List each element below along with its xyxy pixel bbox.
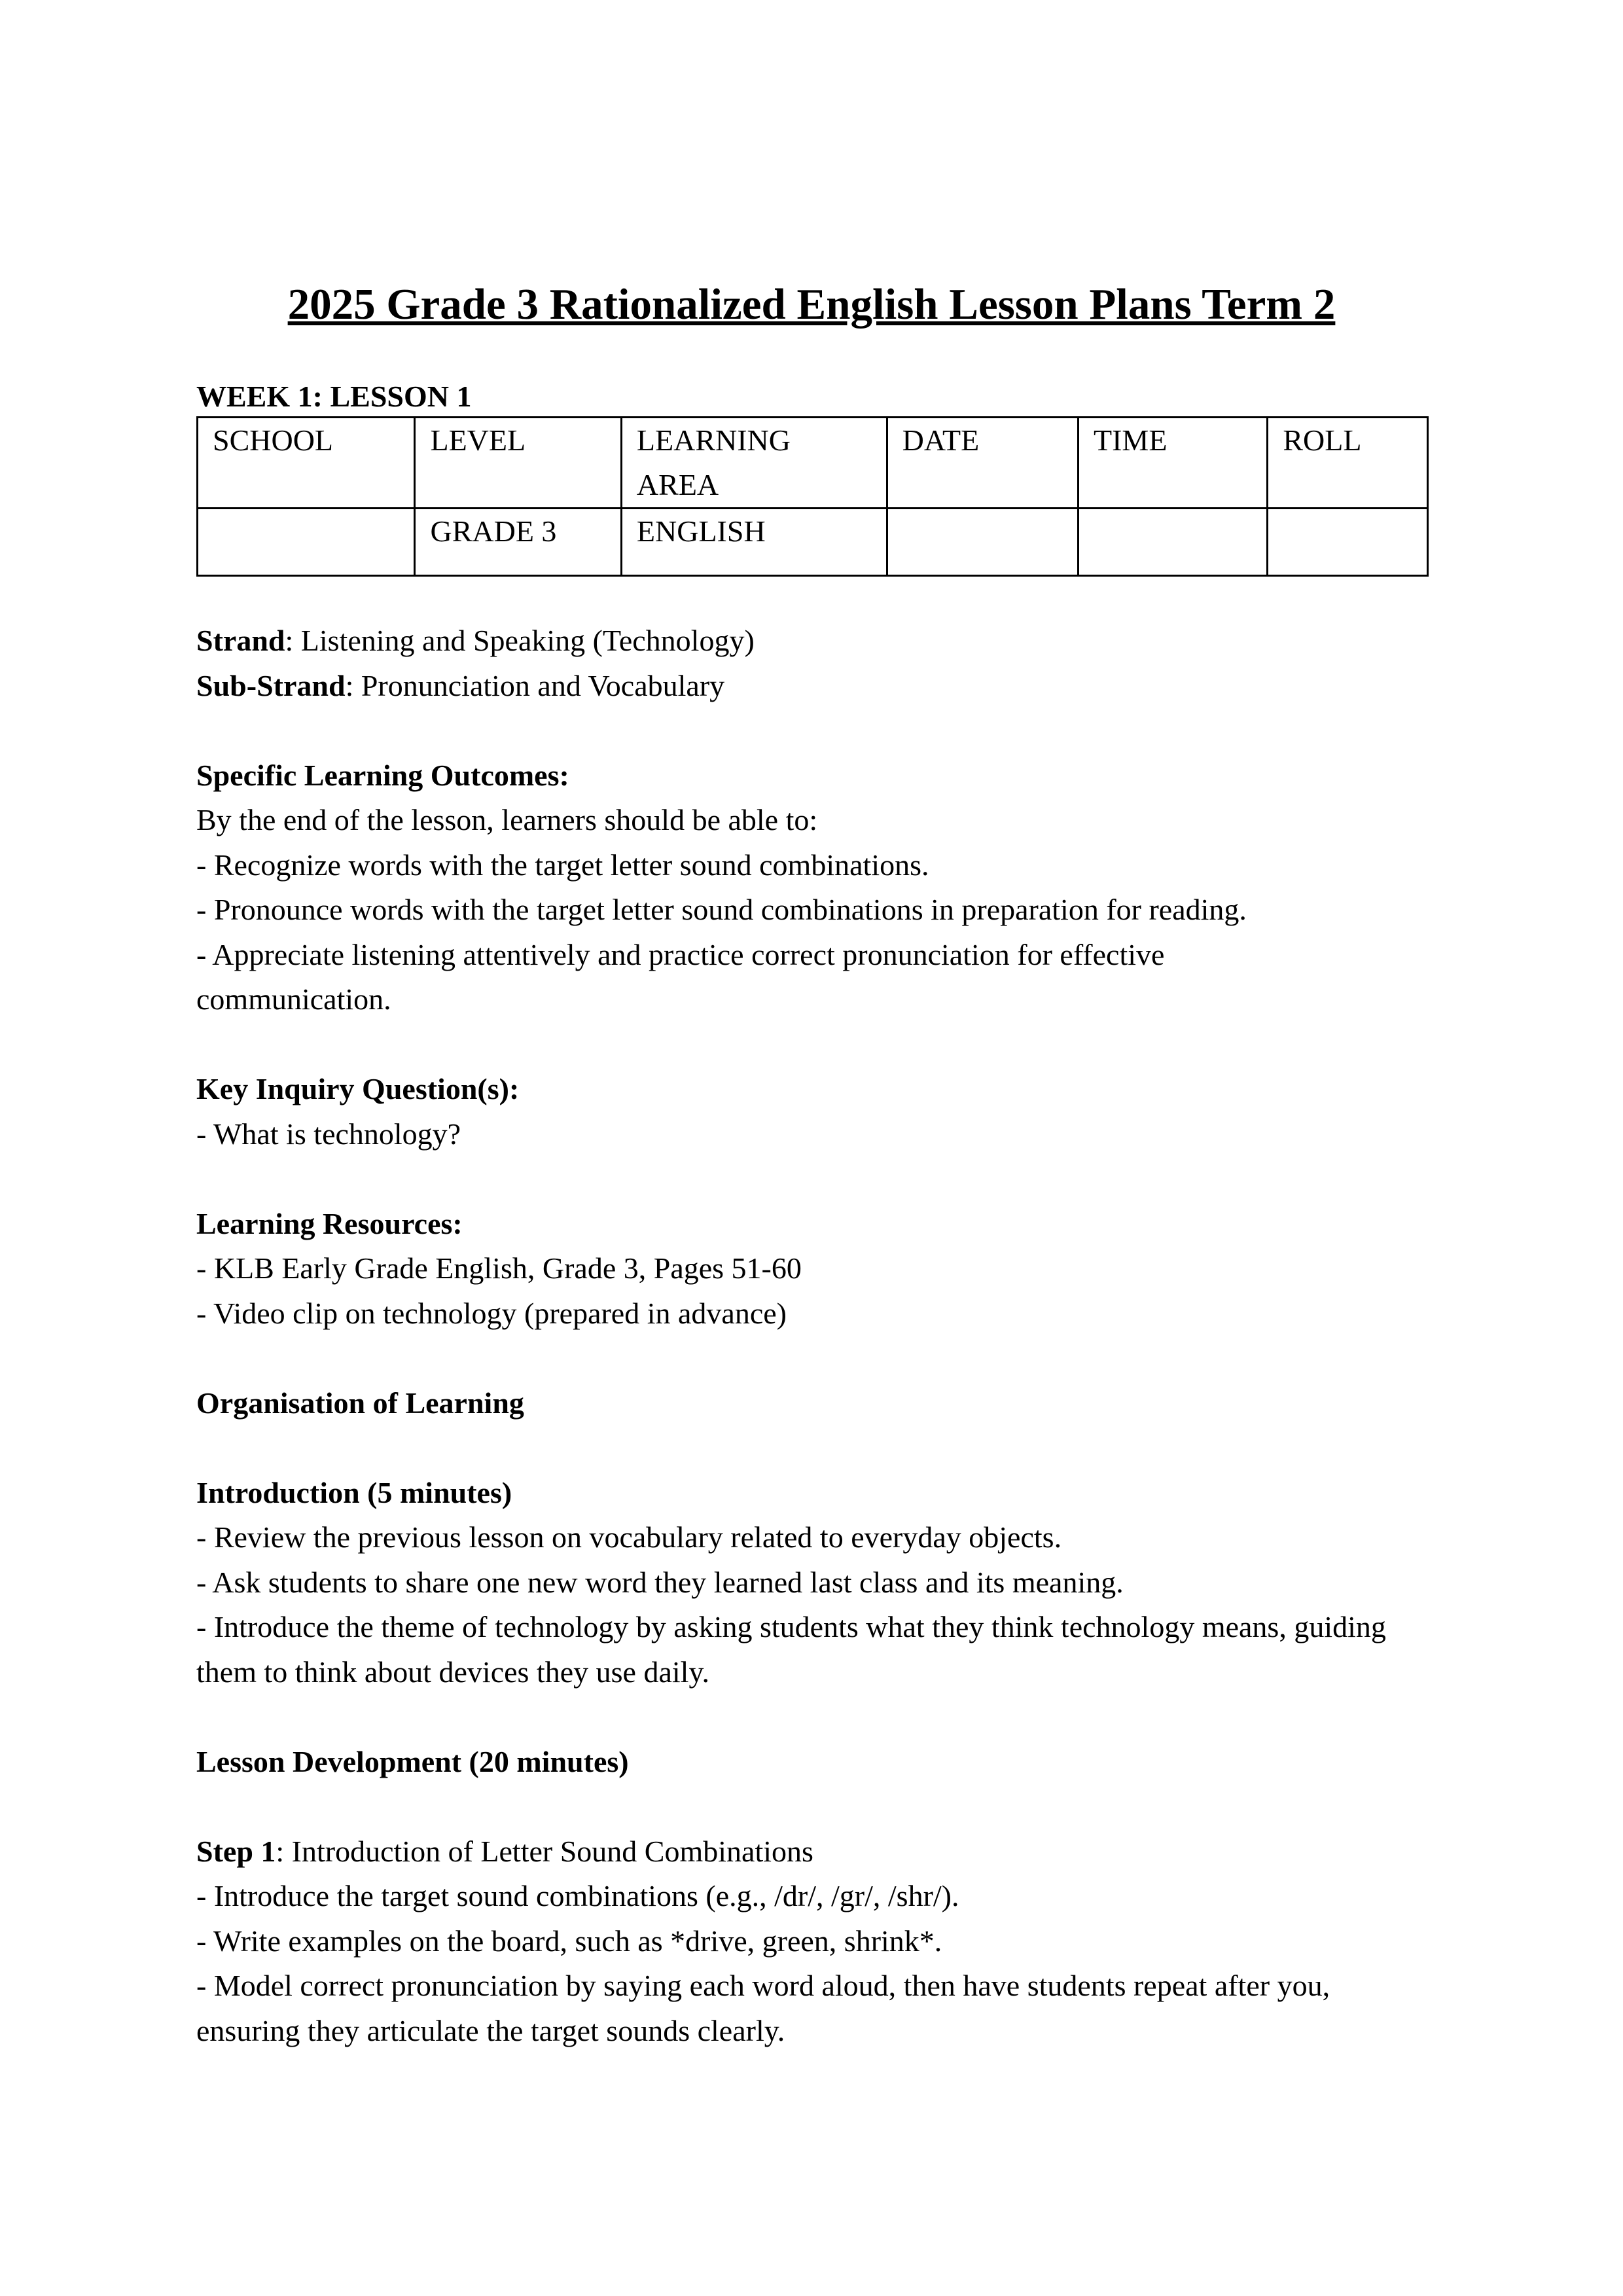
strand-value: : Listening and Speaking (Technology) xyxy=(285,624,755,657)
header-level: LEVEL xyxy=(415,418,621,509)
development-heading: Lesson Development (20 minutes) xyxy=(196,1744,629,1778)
step1-label: Step 1 xyxy=(196,1834,276,1868)
header-time: TIME xyxy=(1079,418,1268,509)
step1-line xyxy=(196,1829,1427,1874)
cell-date xyxy=(887,509,1078,576)
cell-roll xyxy=(1268,509,1428,576)
step1-value: : Introduction of Letter Sound Combinations xyxy=(276,1834,813,1868)
outcomes-intro: By the end of the lesson, learners should be able to: xyxy=(196,803,818,836)
sub-strand-label: Sub-Strand xyxy=(196,668,346,702)
list-item: - Write examples on the board, such as *drive, green, shrink*. xyxy=(196,1924,942,1958)
header-school: SCHOOL xyxy=(198,418,415,509)
outcomes-heading: Specific Learning Outcomes: xyxy=(196,758,569,792)
list-item: - Review the previous lesson on vocabulary related to everyday objects. xyxy=(196,1520,1062,1554)
introduction-heading: Introduction (5 minutes) xyxy=(196,1475,512,1509)
list-item: - Pronounce words with the target letter sound combinations in preparation for reading. xyxy=(196,893,1247,926)
header-learning-area: LEARNING AREA xyxy=(621,418,887,509)
organisation-heading: Organisation of Learning xyxy=(196,1386,524,1420)
inquiry-heading: Key Inquiry Question(s): xyxy=(196,1072,520,1105)
list-item: - Introduce the target sound combinations (e.g., /dr/, /gr/, /shr/). xyxy=(196,1879,959,1912)
cell-time xyxy=(1079,509,1268,576)
content-body xyxy=(196,619,1427,2053)
header-roll: ROLL xyxy=(1268,418,1428,509)
strand-label: Strand xyxy=(196,624,285,657)
strand-line xyxy=(196,619,1427,664)
list-item: - What is technology? xyxy=(196,1117,461,1151)
table-header-row xyxy=(198,418,1428,509)
week-heading: WEEK 1: LESSON 1 xyxy=(196,380,472,413)
cell-school xyxy=(198,509,415,576)
list-item: - Video clip on technology (prepared in advance) xyxy=(196,1296,787,1330)
sub-strand-value: : Pronunciation and Vocabulary xyxy=(345,668,725,702)
header-date: DATE xyxy=(887,418,1078,509)
list-item: - Introduce the theme of technology by asking students what they think technology means, guiding them to think about devices they use daily. xyxy=(196,1610,1386,1689)
list-item: - Ask students to share one new word they learned last class and its meaning. xyxy=(196,1565,1124,1599)
document-page xyxy=(196,275,1427,2053)
cell-level: GRADE 3 xyxy=(415,509,621,576)
list-item: - Model correct pronunciation by saying each word aloud, then have students repeat after you, ensuring they articulate the target sounds clearly. xyxy=(196,1969,1330,2047)
list-item: - Recognize words with the target letter sound combinations. xyxy=(196,848,929,882)
resources-heading: Learning Resources: xyxy=(196,1206,463,1240)
cell-learning-area: ENGLISH xyxy=(621,509,887,576)
list-item: - KLB Early Grade English, Grade 3, Pages 51-60 xyxy=(196,1251,802,1285)
list-item: - Appreciate listening attentively and practice correct pronunciation for effective communication. xyxy=(196,937,1165,1016)
lesson-info-table xyxy=(196,416,1429,577)
sub-strand-line xyxy=(196,664,1427,709)
table-row xyxy=(198,509,1428,576)
page-title: 2025 Grade 3 Rationalized English Lesson Plans Term 2 xyxy=(287,280,1336,329)
